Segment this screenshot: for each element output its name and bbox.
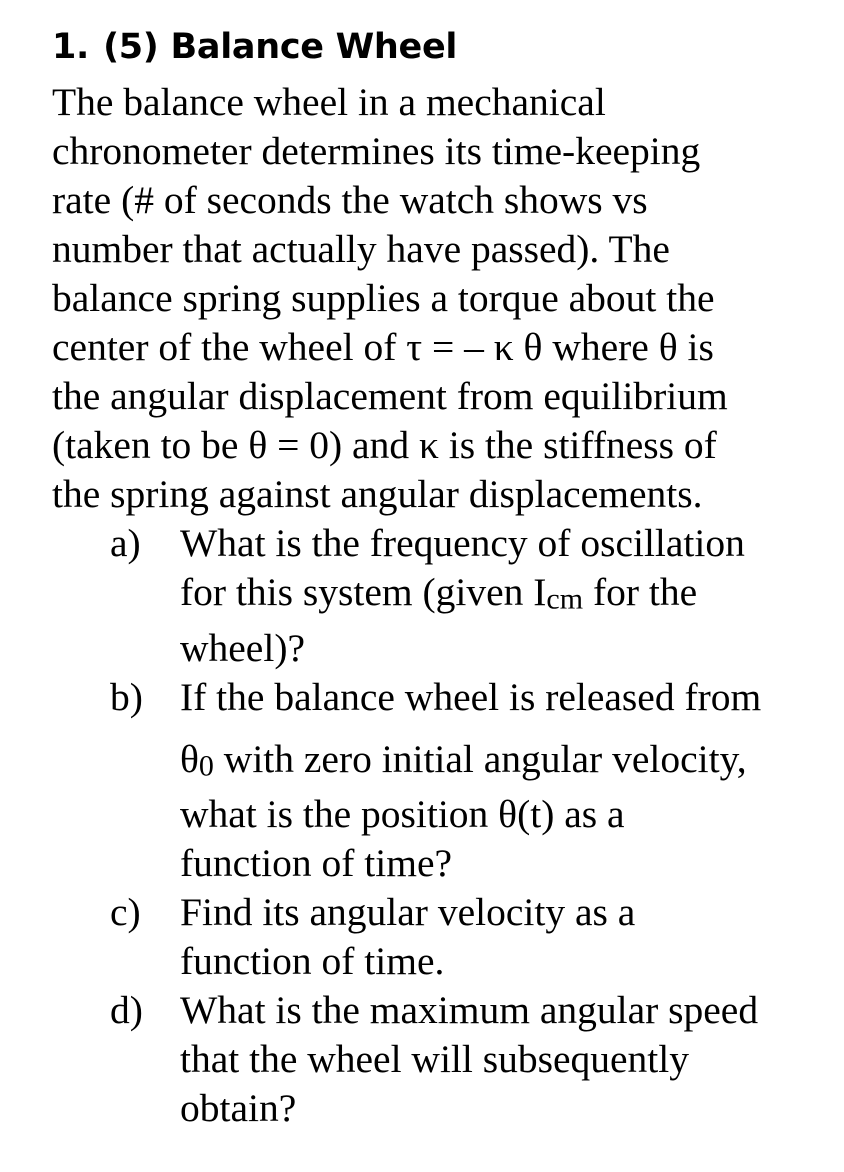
part-c-line: Find its angular velocity as a — [180, 890, 636, 935]
part-a-line: wheel)? — [180, 625, 305, 670]
part-a-text: for this system (given I — [180, 570, 547, 614]
part-b — [52, 673, 822, 889]
part-b-line — [180, 735, 822, 791]
intro-line: center of the wheel of τ = – κ θ where θ is — [52, 325, 714, 369]
part-b-text: with zero initial angular velocity, — [213, 736, 747, 781]
intro-line: (taken to be θ = 0) and κ is the stiffness of — [52, 423, 717, 467]
part-a — [52, 519, 822, 673]
problem-points: (5) — [103, 27, 159, 67]
part-c-marker: c) — [110, 890, 141, 935]
intro-line: balance spring supplies a torque about the — [52, 276, 715, 320]
part-b-line: what is the position θ(t) as a — [180, 792, 625, 837]
intro-line: the spring against angular displacements. — [52, 472, 703, 516]
part-c-line: function of time. — [180, 939, 445, 984]
initial-angle-symbol: θ — [180, 736, 199, 781]
part-d — [52, 986, 822, 1133]
part-d-line: that the wheel will subsequently — [180, 1037, 690, 1082]
problem-number: 1. — [52, 27, 90, 67]
part-b-line: function of time? — [180, 841, 453, 886]
problem-title: Balance Wheel — [170, 27, 458, 67]
sub-questions — [52, 519, 822, 1133]
part-b-line: If the balance wheel is released from — [180, 674, 762, 719]
intro-line: the angular displacement from equilibrium — [52, 374, 728, 418]
problem-page — [52, 22, 822, 1133]
intro-line: rate (# of seconds the watch shows vs — [52, 178, 648, 222]
part-c — [52, 888, 822, 986]
part-d-marker: d) — [110, 988, 143, 1033]
intro-line: The balance wheel in a mechanical — [52, 80, 606, 124]
part-d-line: What is the maximum angular speed — [180, 988, 759, 1033]
problem-heading — [52, 22, 822, 72]
part-a-line: What is the frequency of oscillation — [180, 521, 745, 565]
part-a-marker: a) — [110, 521, 141, 565]
part-a-line — [180, 568, 822, 624]
problem-intro — [52, 78, 822, 519]
part-b-marker: b) — [110, 674, 143, 719]
intro-line: number that actually have passed). The — [52, 227, 670, 271]
intro-line: chronometer determines its time-keeping — [52, 129, 701, 173]
initial-angle-subscript: 0 — [198, 749, 214, 783]
moment-of-inertia-subscript: cm — [546, 582, 584, 616]
part-d-line: obtain? — [180, 1086, 297, 1131]
part-a-text: for the — [583, 570, 698, 614]
